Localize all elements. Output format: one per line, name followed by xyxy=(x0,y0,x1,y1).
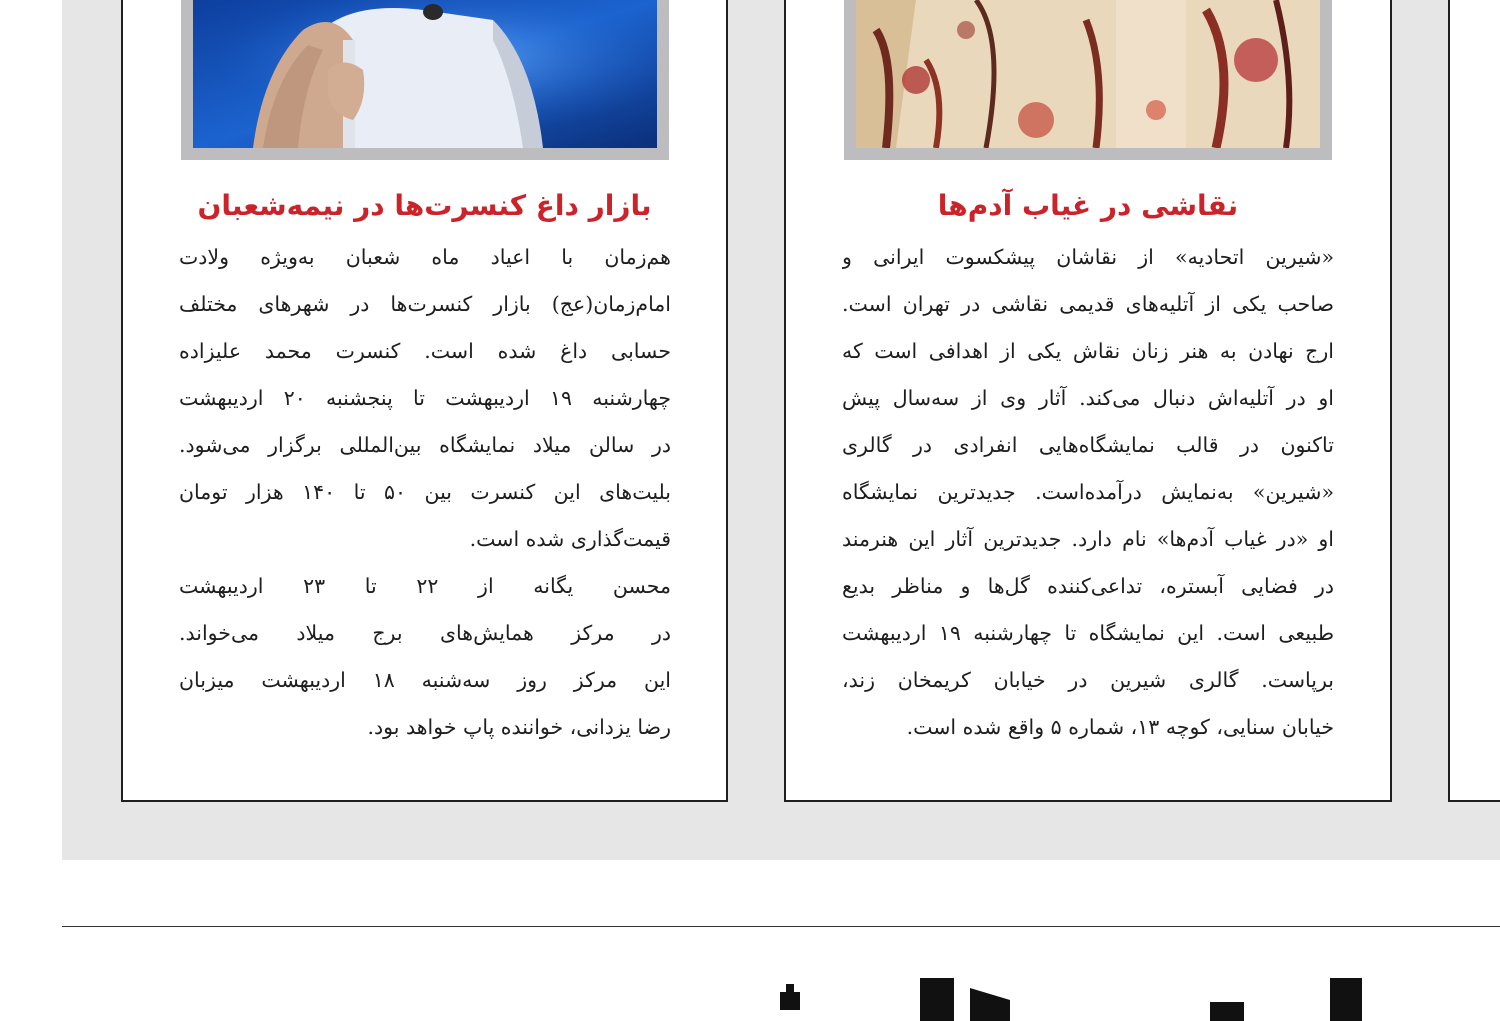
photo-frame xyxy=(181,0,669,160)
text-line: او در آتلیه‌اش دنبال می‌کند. آثار وی از سه‌سال پیش xyxy=(842,386,1334,410)
text-line: ارج نهادن به هنر زنان نقاش یکی از اهدافی است که xyxy=(842,339,1334,363)
text-line: هم‌زمان با اعیاد ماه شعبان به‌ویژه ولادت xyxy=(179,245,671,269)
text-line: برپاست. گالری شیرین در خیابان کریمخان زند، xyxy=(842,668,1334,692)
masthead-fragment xyxy=(770,978,1370,1021)
text-line: طبیعی است. این نمایشگاه تا چهارشنبه ۱۹ اردیبهشت xyxy=(842,621,1334,645)
text-line: محسن یگانه از ۲۲ تا ۲۳ اردیبهشت xyxy=(179,574,671,598)
article-card-concerts xyxy=(121,0,728,802)
text-line: رضا یزدانی، خواننده پاپ خواهد بود. xyxy=(367,715,671,739)
text-line: حسابی داغ شده است. کنسرت محمد علیزاده xyxy=(179,339,671,363)
article-body xyxy=(842,234,1334,751)
text-line: در سالن میلاد نمایشگاه بین‌المللی برگزار می‌شود. xyxy=(179,433,671,457)
article-body xyxy=(179,234,671,751)
text-line: این مرکز روز سه‌شنبه ۱۸ اردیبهشت میزبان xyxy=(179,668,671,692)
concert-photo xyxy=(193,0,657,148)
text-line: تاکنون در قالب نمایشگاه‌هایی انفرادی در گالری xyxy=(842,433,1334,457)
article-paragraph xyxy=(842,234,1334,751)
photo-frame xyxy=(844,0,1332,160)
text-line: قیمت‌گذاری شده است. xyxy=(469,527,671,551)
text-line: در مرکز همایش‌های برج میلاد می‌خواند. xyxy=(179,621,671,645)
article-paragraph xyxy=(179,234,671,563)
text-line: خیابان سنایی، کوچه ۱۳، شماره ۵ واقع شده است. xyxy=(906,715,1334,739)
text-line: در فضایی آبستره، تداعی‌کننده گل‌ها و مناظر بدیع xyxy=(842,574,1334,598)
article-card-partial xyxy=(1448,0,1500,802)
section-divider xyxy=(62,926,1500,927)
text-line: او «در غیاب آدم‌ها» نام دارد. جدیدترین آثار این هنرمند xyxy=(842,527,1334,551)
text-line: چهارشنبه ۱۹ اردیبهشت تا پنجشنبه ۲۰ اردیبهشت xyxy=(179,386,671,410)
article-paragraph xyxy=(179,563,671,751)
painting-photo xyxy=(856,0,1320,148)
text-line: «شیرین» به‌نمایش درآمده‌است. جدیدترین نمایشگاه xyxy=(842,480,1334,504)
article-card-painting xyxy=(784,0,1392,802)
article-headline: بازار داغ کنسرت‌ها در نیمه‌شعبان xyxy=(197,189,652,222)
text-line: امام‌زمان(عج) بازار کنسرت‌ها در شهرهای مختلف xyxy=(179,292,671,316)
text-line: صاحب یکی از آتلیه‌های قدیمی نقاشی در تهران است. xyxy=(842,292,1334,316)
article-headline: نقاشی در غیاب آدم‌ها xyxy=(937,189,1239,222)
text-line: بلیت‌های این کنسرت بین ۵۰ تا ۱۴۰ هزار تومان xyxy=(179,480,671,504)
text-line: «شیرین اتحادیه» از نقاشان پیشکسوت ایرانی و xyxy=(842,245,1334,269)
